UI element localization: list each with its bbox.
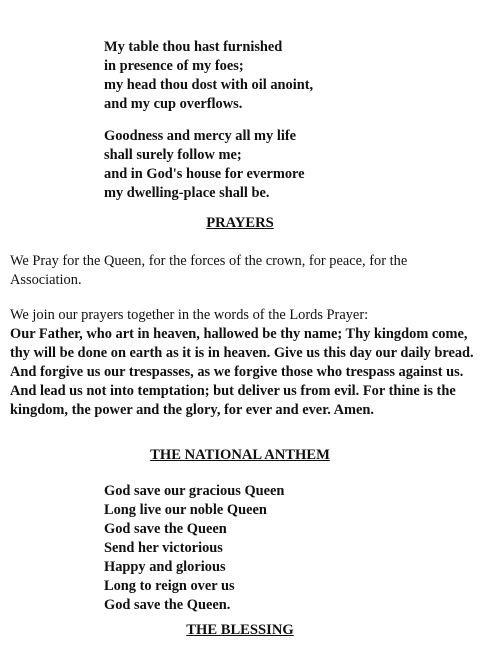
verse-line: my dwelling-place shall be. [104, 185, 270, 201]
anthem-verse [104, 482, 284, 615]
verse-line: shall surely follow me; [104, 147, 242, 163]
psalm-stanza-1 [104, 38, 313, 114]
anthem-line: Happy and glorious [104, 559, 226, 575]
blessing-heading: THE BLESSING [186, 622, 294, 638]
anthem-line: God save the Queen. [104, 597, 231, 613]
anthem-line: Long to reign over us [104, 578, 235, 594]
anthem-line: Long live our noble Queen [104, 502, 267, 518]
verse-line: and my cup overflows. [104, 96, 243, 112]
psalm-stanza-2 [104, 127, 305, 203]
anthem-line: God save the Queen [104, 521, 227, 537]
verse-line: in presence of my foes; [104, 58, 244, 74]
anthem-line: Send her victorious [104, 540, 223, 556]
lords-prayer-block [10, 306, 476, 420]
lords-prayer-text: Our Father, who art in heaven, hallowed be thy name; Thy kingdom come, thy will be done on earth as it is in heaven. Give us this day our daily bread. And forgive us our trespasses, as we forgive those who trespass against us. And lead us not into temptation; but deliver us from evil. For thine is the kingdom, the power and the glory, for ever and ever. Amen. [10, 326, 474, 418]
verse-line: Goodness and mercy all my life [104, 128, 297, 144]
national-anthem-heading: THE NATIONAL ANTHEM [150, 447, 330, 463]
verse-line: and in God's house for evermore [104, 166, 305, 182]
intercession-text: We Pray for the Queen, for the forces of the crown, for peace, for the Association. [10, 253, 408, 288]
lords-prayer-intro: We join our prayers together in the words of the Lords Prayer: [10, 307, 369, 323]
anthem-line: God save our gracious Queen [104, 483, 285, 499]
verse-line: my head thou dost with oil anoint, [104, 77, 314, 93]
prayers-heading: PRAYERS [206, 215, 274, 231]
verse-line: My table thou hast furnished [104, 39, 283, 55]
